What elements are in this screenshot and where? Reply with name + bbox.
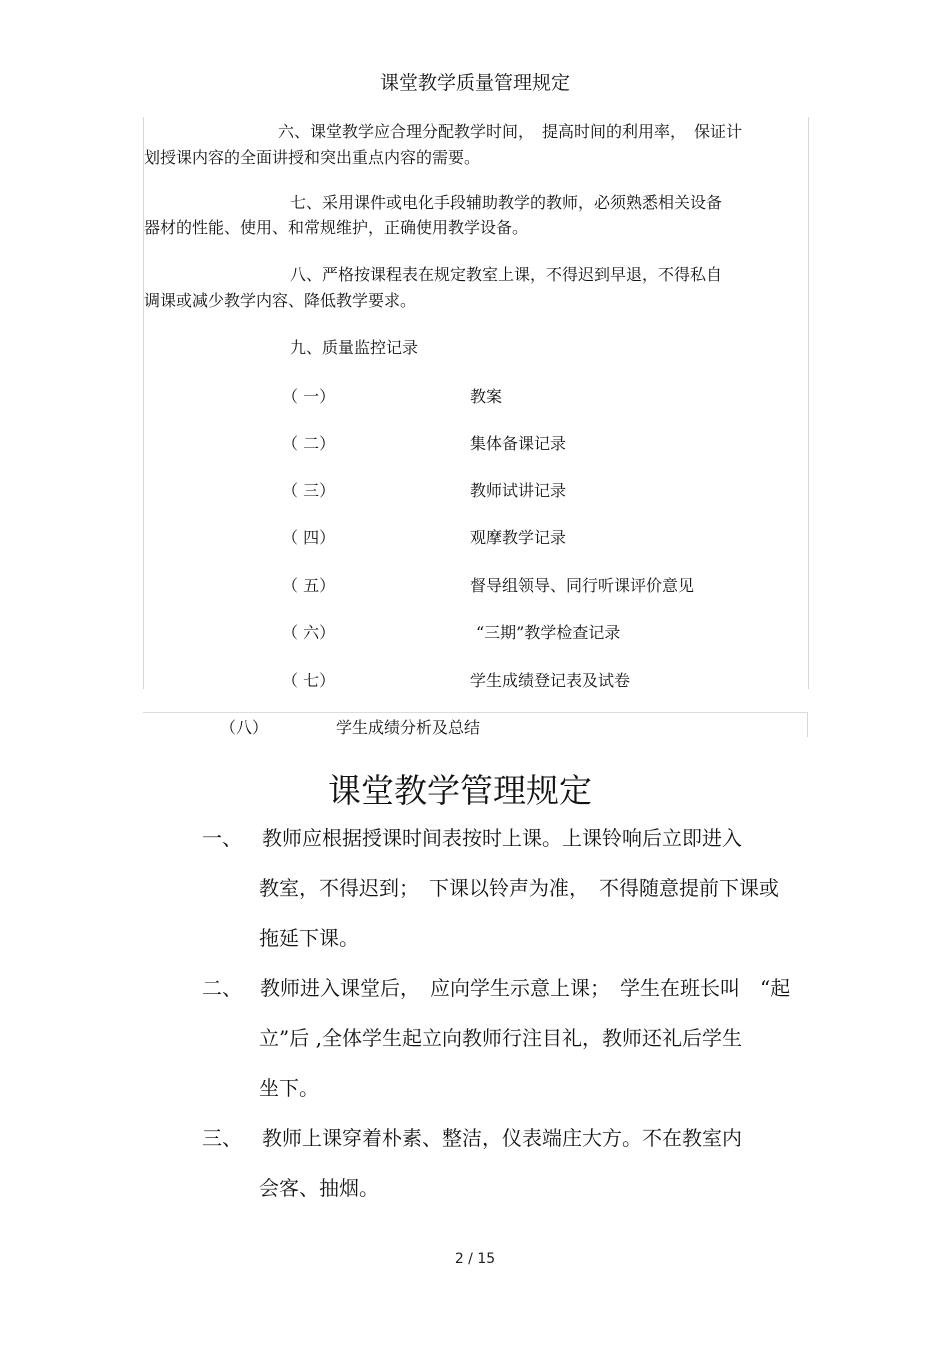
rule-number: 二、 (202, 976, 242, 1000)
rule-line: 立”后 ,全体学生起立向教师行注目礼，教师还礼后学生 (259, 1026, 742, 1050)
rule-line: 坐下。 (259, 1076, 319, 1100)
page-number: 2 / 15 (454, 1251, 496, 1267)
clause-6-line-1: 六、课堂教学应合理分配教学时间， 提高时间的利用率， 保证计 (278, 122, 743, 141)
monitoring-item-num: （ 五） (282, 576, 336, 595)
monitoring-item-text: 学生成绩分析及总结 (336, 718, 481, 737)
monitoring-item-num: （ 六） (282, 623, 336, 642)
monitoring-item-num: （ 一） (282, 387, 336, 406)
monitoring-item-num: （ 二） (282, 434, 336, 453)
monitoring-heading: 九、质量监控记录 (290, 338, 419, 357)
monitoring-item-text: 教案 (470, 387, 503, 406)
rule-line: 教师上课穿着朴素、整洁，仪表端庄大方。不在教室内 (262, 1126, 742, 1150)
section-title: 课堂教学管理规定 (328, 771, 592, 810)
rule-line: 拖延下课。 (259, 926, 359, 950)
rule-number: 一、 (202, 826, 242, 850)
monitoring-item-num: （八） (220, 718, 269, 737)
monitoring-item-num: （ 七） (282, 671, 336, 690)
monitoring-item-text: 观摩教学记录 (470, 528, 567, 547)
page-header-title: 课堂教学质量管理规定 (379, 72, 570, 94)
clause-8-line-2: 调课或减少教学内容、降低教学要求。 (144, 291, 417, 310)
monitoring-item-text: 集体备课记录 (470, 434, 567, 453)
rule-line: 教室，不得迟到； 下课以铃声为准， 不得随意提前下课或 (259, 876, 779, 900)
monitoring-item-text: 学生成绩登记表及试卷 (470, 671, 631, 690)
rule-line: 教师进入课堂后， 应向学生示意上课； 学生在班长叫 “起 (260, 976, 791, 1000)
rule-line: 会客、抽烟。 (259, 1176, 379, 1200)
monitoring-item-num: （ 三） (282, 481, 336, 500)
monitoring-item-text: “三期”教学检查记录 (476, 623, 621, 642)
rule-number: 三、 (202, 1126, 242, 1150)
monitoring-item-num: （ 四） (282, 528, 336, 547)
clause-7-line-1: 七、采用课件或电化手段辅助教学的教师，必须熟悉相关设备 (290, 193, 723, 212)
clause-7-line-2: 器材的性能、使用、和常规维护，正确使用教学设备。 (144, 218, 529, 237)
clause-8-line-1: 八、严格按课程表在规定教室上课，不得迟到早退，不得私自 (290, 265, 723, 284)
monitoring-item-text: 督导组领导、同行听课评价意见 (470, 576, 695, 595)
monitoring-item-text: 教师试讲记录 (470, 481, 567, 500)
clause-6-line-2: 划授课内容的全面讲授和突出重点内容的需要。 (144, 148, 481, 167)
rule-line: 教师应根据授课时间表按时上课。上课铃响后立即进入 (262, 826, 742, 850)
